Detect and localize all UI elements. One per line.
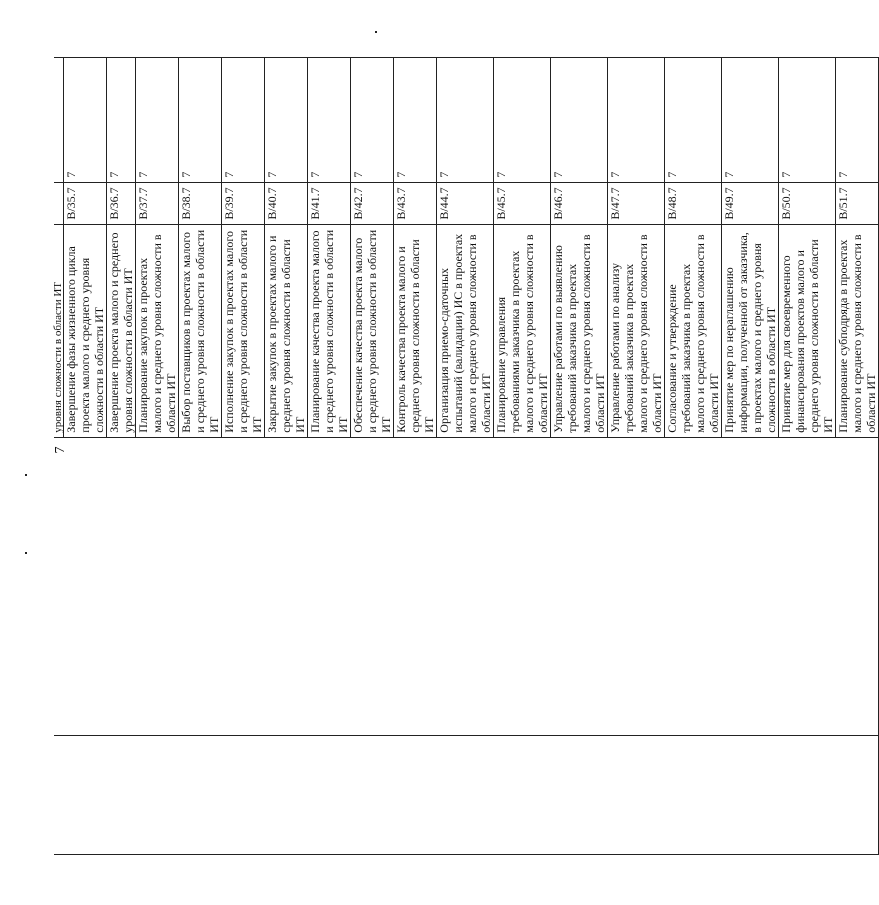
- function-code: В/37.7: [136, 182, 179, 224]
- qualification-level: 7: [551, 58, 608, 183]
- qualification-level: 7: [608, 58, 665, 183]
- function-name: уровня сложности в области ИТ: [54, 224, 64, 437]
- function-code: В/47.7: [608, 182, 665, 224]
- function-name: Планирование управления требованиями заказчика в проектах малого и среднего уровня сложности в области ИТ: [494, 224, 551, 437]
- function-name: Обеспечение качества проекта малого и среднего уровня сложности в области ИТ: [351, 224, 394, 437]
- function-name: Завершение проекта малого и среднего уровня сложности в области ИТ: [107, 224, 136, 437]
- scan-mark: [25, 474, 27, 476]
- scan-mark: [25, 552, 27, 554]
- function-name: Управление работами по анализу требований заказчика в проектах малого и среднего уровня сложности в области ИТ: [608, 224, 665, 437]
- qualification-level: 7: [265, 58, 308, 183]
- scan-mark: [375, 31, 377, 33]
- function-name: Планирование субподряда в проектах малого и среднего уровня сложности в области ИТ: [836, 224, 879, 437]
- qualification-level: 7: [394, 58, 437, 183]
- function-code: В/44.7: [437, 182, 494, 224]
- function-name: Планирование закупок в проектах малого и среднего уровня сложности в области ИТ: [136, 224, 179, 437]
- qualification-level: 7: [779, 58, 836, 183]
- functions-table: [54, 57, 879, 855]
- qualification-level: 7: [437, 58, 494, 183]
- table-cell-empty: [54, 736, 879, 855]
- function-name: Согласование и утверждение требований заказчика в проектах малого и среднего уровня сложности в области ИТ: [665, 224, 722, 437]
- function-code: В/38.7: [179, 182, 222, 224]
- function-code: В/39.7: [222, 182, 265, 224]
- function-name: Организация приемо-сдаточных испытаний (валидации) ИС в проектах малого и среднего уровня сложности в области ИТ: [437, 224, 494, 437]
- function-name: Принятие мер для своевременного финансирования проектов малого и среднего уровня сложности в области ИТ: [779, 224, 836, 437]
- qualification-level: 7: [351, 58, 394, 183]
- page-number: 7: [53, 446, 68, 454]
- rotated-table-wrapper: [52, 57, 878, 855]
- function-name: Закрытие закупок в проектах малого и среднего уровня сложности в области ИТ: [265, 224, 308, 437]
- qualification-level: 7: [494, 58, 551, 183]
- function-code: В/48.7: [665, 182, 722, 224]
- function-code: В/49.7: [722, 182, 779, 224]
- table-row-first: [54, 58, 64, 855]
- function-name: Планирование качества проекта малого и среднего уровня сложности в области ИТ: [308, 224, 351, 437]
- qualification-level: 7: [836, 58, 879, 183]
- function-name: Принятие мер по нераглашению информации, полученной от заказчика, в проектах малого и среднего уровня сложности в области ИТ: [722, 224, 779, 437]
- function-code: В/51.7: [836, 182, 879, 224]
- function-code: В/50.7: [779, 182, 836, 224]
- function-code: В/41.7: [308, 182, 351, 224]
- qualification-level: 7: [107, 58, 136, 183]
- qualification-level: 7: [665, 58, 722, 183]
- function-code: [54, 182, 64, 224]
- qualification-level: 7: [722, 58, 779, 183]
- function-name: Завершение фазы жизненного цикла проекта малого и среднего уровня сложности в области ИТ: [64, 224, 107, 437]
- function-name: Выбор поставщиков в проектах малого и среднего уровня сложности в области ИТ: [179, 224, 222, 437]
- function-code: В/36.7: [107, 182, 136, 224]
- function-code: В/43.7: [394, 182, 437, 224]
- qualification-level: 7: [222, 58, 265, 183]
- qualification-level: 7: [64, 58, 107, 183]
- qualification-level: [54, 58, 64, 183]
- function-code: В/35.7: [64, 182, 107, 224]
- qualification-level: 7: [308, 58, 351, 183]
- qualification-level: 7: [136, 58, 179, 183]
- function-code: В/42.7: [351, 182, 394, 224]
- function-code: В/40.7: [265, 182, 308, 224]
- function-code: В/45.7: [494, 182, 551, 224]
- table-cell-empty: [54, 437, 879, 736]
- function-name: Контроль качества проекта малого и среднего уровня сложности в области ИТ: [394, 224, 437, 437]
- function-name: Исполнение закупок в проектах малого и среднего уровня сложности в области ИТ: [222, 224, 265, 437]
- qualification-level: 7: [179, 58, 222, 183]
- function-code: В/46.7: [551, 182, 608, 224]
- function-name: Управление работами по выявлению требований заказчика в проектах малого и среднего уровня сложности в области ИТ: [551, 224, 608, 437]
